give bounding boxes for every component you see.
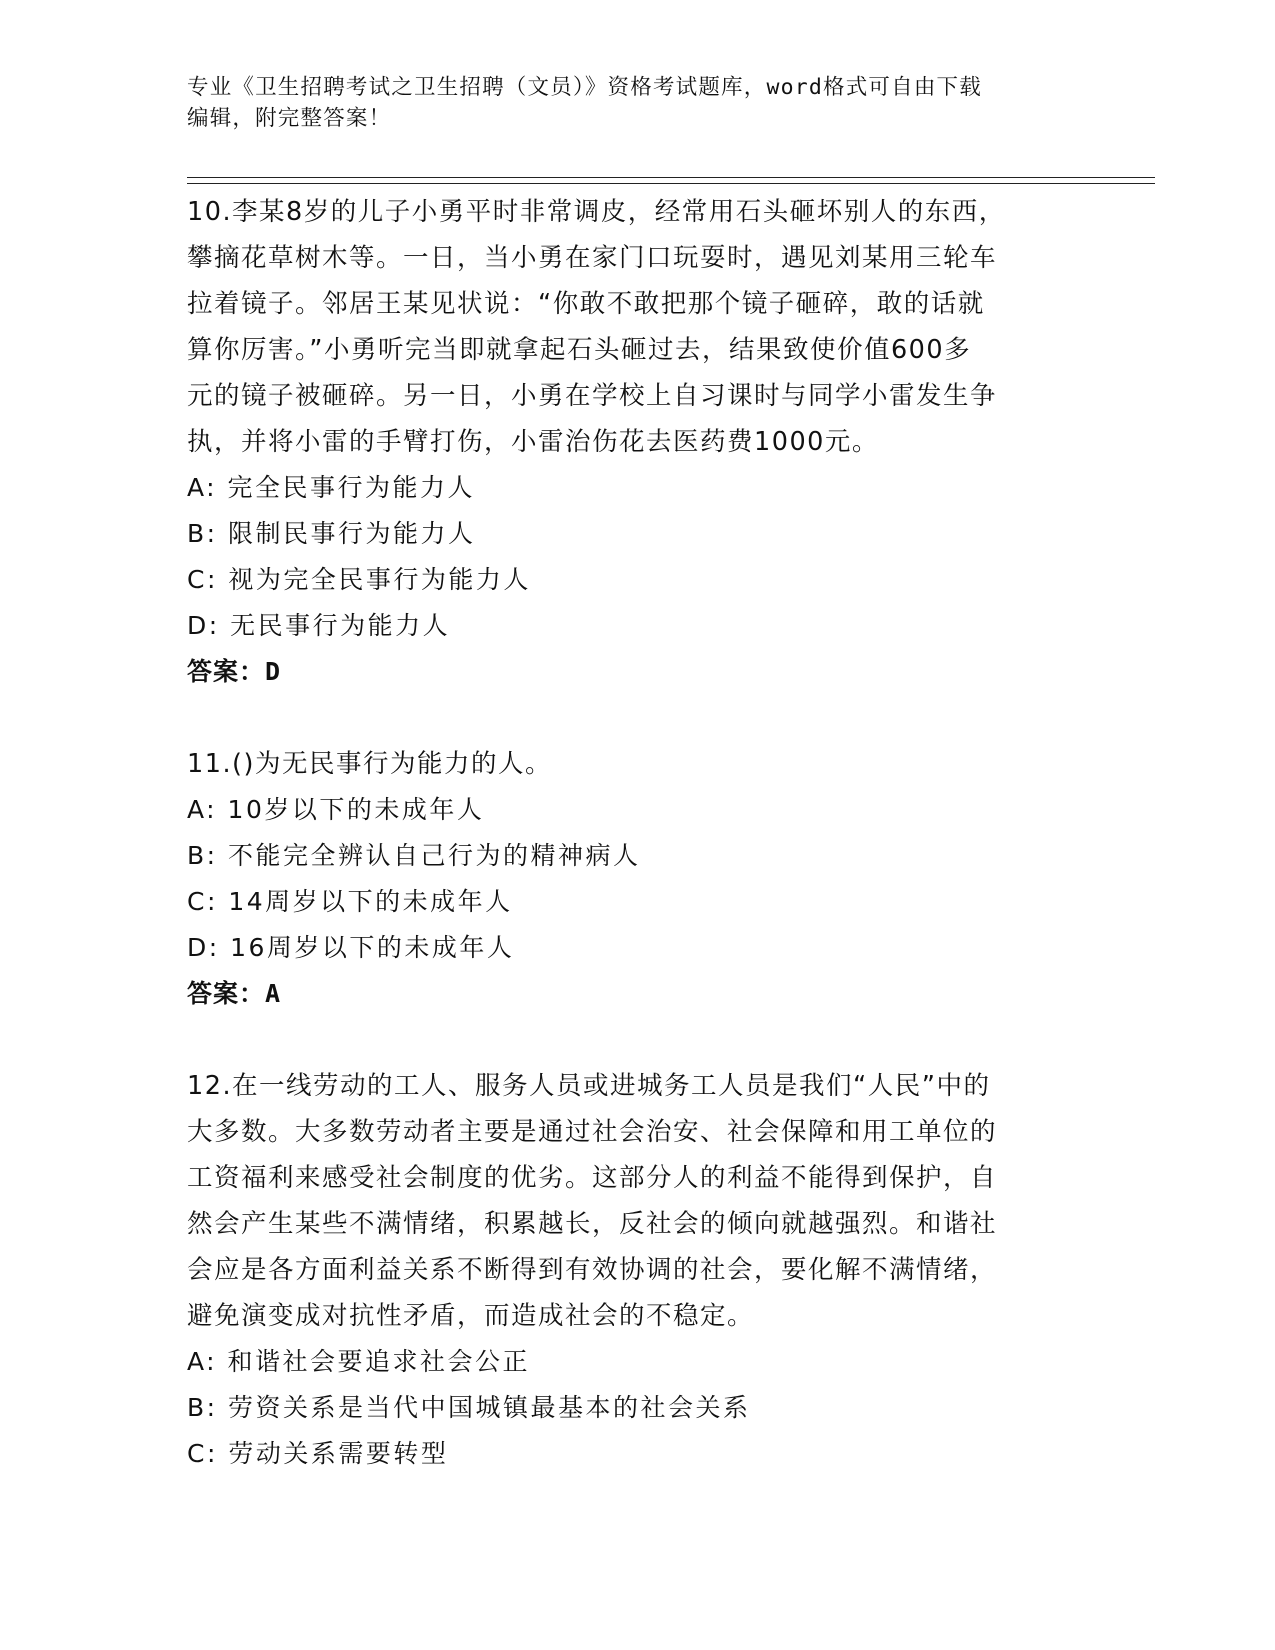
option-a: A: 和谐社会要追求社会公正 xyxy=(187,1347,531,1376)
question-stem-line: 然会产生某些不满情绪，积累越长，反社会的倾向就越强烈。和谐社 xyxy=(187,1209,998,1239)
question-12 xyxy=(187,1063,1087,1477)
header-line-1: 专业《卫生招聘考试之卫生招聘（文员）》资格考试题库，word格式可自由下载 xyxy=(187,75,982,100)
header-divider-top xyxy=(187,177,1155,178)
question-stem-line: 12.在一线劳动的工人、服务人员或进城务工人员是我们“人民”中的 xyxy=(187,1071,991,1101)
document-header xyxy=(187,72,1087,134)
answer-label: 答案：D xyxy=(187,657,282,686)
option-c: C: 14周岁以下的未成年人 xyxy=(187,887,513,916)
option-b: B: 劳资关系是当代中国城镇最基本的社会关系 xyxy=(187,1393,751,1422)
question-stem-line: 执，并将小雷的手臂打伤，小雷治伤花去医药费1000元。 xyxy=(187,427,879,457)
question-10 xyxy=(187,189,1087,695)
header-divider-bottom xyxy=(187,183,1155,184)
question-stem-line: 11.()为无民事行为能力的人。 xyxy=(187,749,552,779)
question-stem-line: 会应是各方面利益关系不断得到有效协调的社会，要化解不满情绪， xyxy=(187,1255,998,1285)
option-d: D: 16周岁以下的未成年人 xyxy=(187,933,515,962)
question-11 xyxy=(187,741,1087,1017)
question-stem-line: 攀摘花草树木等。一日，当小勇在家门口玩耍时，遇见刘某用三轮车 xyxy=(187,243,998,273)
question-stem-line: 工资福利来感受社会制度的优劣。这部分人的利益不能得到保护，自 xyxy=(187,1163,998,1193)
option-b: B: 不能完全辨认自己行为的精神病人 xyxy=(187,841,641,870)
question-stem-line: 算你厉害。”小勇听完当即就拿起石头砸过去，结果致使价值600多 xyxy=(187,335,972,365)
question-stem-line: 拉着镜子。邻居王某见状说：“你敢不敢把那个镜子砸碎，敢的话就 xyxy=(187,289,985,319)
option-c: C: 劳动关系需要转型 xyxy=(187,1439,449,1468)
question-stem-line: 避免演变成对抗性矛盾，而造成社会的不稳定。 xyxy=(187,1301,755,1331)
option-a: A: 完全民事行为能力人 xyxy=(187,473,476,502)
header-line-2: 编辑，附完整答案！ xyxy=(187,106,392,131)
option-d: D: 无民事行为能力人 xyxy=(187,611,451,640)
question-stem-line: 大多数。大多数劳动者主要是通过社会治安、社会保障和用工单位的 xyxy=(187,1117,998,1147)
option-a: A: 10岁以下的未成年人 xyxy=(187,795,485,824)
question-list xyxy=(187,189,1087,1523)
question-stem-line: 10.李某8岁的儿子小勇平时非常调皮，经常用石头砸坏别人的东西， xyxy=(187,197,1006,227)
option-c: C: 视为完全民事行为能力人 xyxy=(187,565,531,594)
question-stem-line: 元的镜子被砸碎。另一日，小勇在学校上自习课时与同学小雷发生争 xyxy=(187,381,998,411)
answer-label: 答案：A xyxy=(187,979,282,1008)
option-b: B: 限制民事行为能力人 xyxy=(187,519,476,548)
